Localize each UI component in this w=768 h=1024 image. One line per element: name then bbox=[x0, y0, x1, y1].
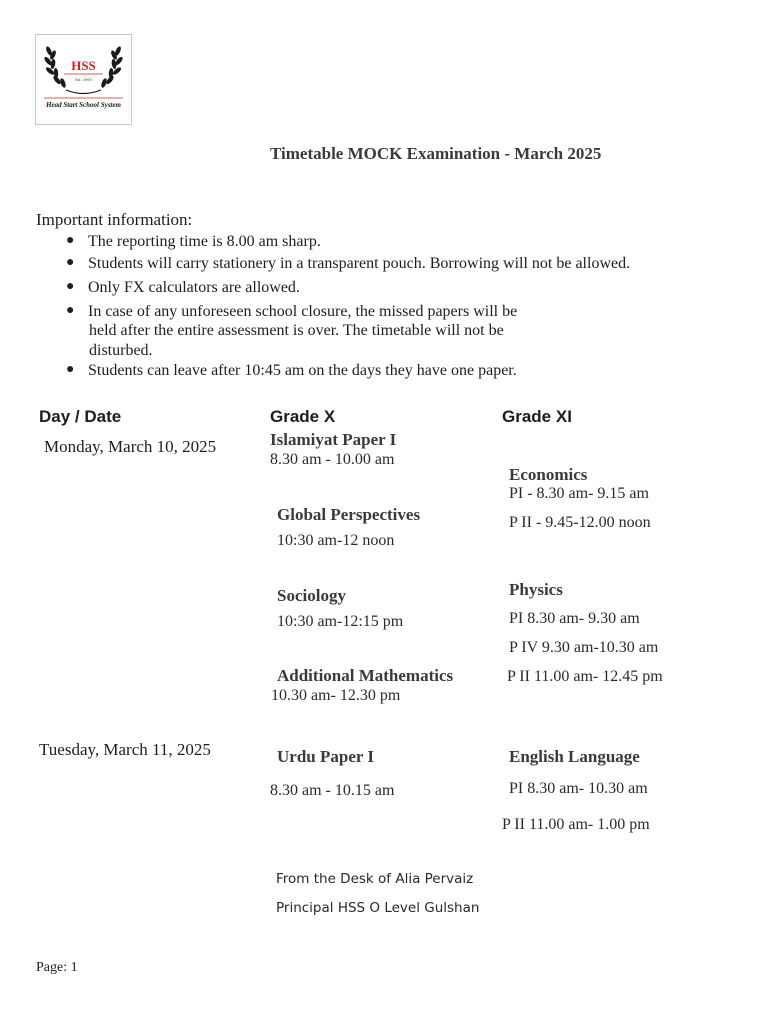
subject-additional-mathematics: Additional Mathematics bbox=[277, 666, 454, 685]
time-physics-p2: P II 11.00 am- 12.45 pm bbox=[507, 668, 663, 685]
time-physics-p1: PI 8.30 am- 9.30 am bbox=[509, 610, 640, 627]
signature-line-2: Principal HSS O Level Gulshan bbox=[276, 900, 480, 916]
bullet-icon: ● bbox=[66, 279, 75, 294]
bullet-icon: ● bbox=[66, 255, 75, 270]
bullet-icon: ● bbox=[66, 362, 75, 377]
time-additional-mathematics: 10.30 am- 12.30 pm bbox=[271, 687, 401, 704]
time-english-p1: PI 8.30 am- 10.30 am bbox=[509, 780, 648, 797]
subject-english-language: English Language bbox=[509, 747, 640, 766]
time-english-p2: P II 11.00 am- 1.00 pm bbox=[502, 816, 650, 833]
subject-global-perspectives: Global Perspectives bbox=[277, 505, 421, 524]
page-number: Page: 1 bbox=[36, 960, 78, 975]
info-bullet-text: The reporting time is 8.00 am sharp. bbox=[88, 233, 321, 250]
header-grade-x: Grade X bbox=[270, 407, 336, 426]
time-urdu: 8.30 am - 10.15 am bbox=[270, 782, 395, 799]
time-sociology: 10:30 am-12:15 pm bbox=[277, 613, 404, 630]
time-islamiyat: 8.30 am - 10.00 am bbox=[270, 451, 395, 468]
page-title: Timetable MOCK Examination - March 2025 bbox=[270, 144, 602, 163]
subject-sociology: Sociology bbox=[277, 586, 346, 605]
logo-tagline: Head Start School System bbox=[46, 101, 121, 109]
info-bullet-text: Students will carry stationery in a transparent pouch. Borrowing will not be allowed. bbox=[88, 255, 631, 272]
bullet-icon: ● bbox=[66, 233, 75, 248]
logo-initials: HSS bbox=[71, 58, 96, 73]
school-logo bbox=[35, 34, 132, 125]
time-economics-p2: P II - 9.45-12.00 noon bbox=[509, 514, 651, 531]
bullet-icon: ● bbox=[66, 303, 75, 318]
laurel-wreath-icon bbox=[36, 35, 131, 124]
header-grade-xi: Grade XI bbox=[502, 407, 572, 426]
info-bullet-text: In case of any unforeseen school closure, the missed papers will be bbox=[88, 303, 518, 320]
date-tuesday: Tuesday, March 11, 2025 bbox=[39, 740, 211, 759]
time-economics-p1: PI - 8.30 am- 9.15 am bbox=[509, 485, 649, 502]
time-global-perspectives: 10:30 am-12 noon bbox=[277, 532, 395, 549]
subject-islamiyat: Islamiyat Paper I bbox=[270, 430, 397, 449]
info-bullet-text: disturbed. bbox=[89, 342, 153, 359]
subject-economics: Economics bbox=[509, 465, 588, 484]
time-physics-p4: P IV 9.30 am-10.30 am bbox=[509, 639, 659, 656]
signature-line-1: From the Desk of Alia Pervaiz bbox=[276, 871, 474, 887]
info-heading: Important information: bbox=[36, 210, 193, 229]
subject-physics: Physics bbox=[509, 580, 563, 599]
date-monday: Monday, March 10, 2025 bbox=[44, 437, 217, 456]
subject-urdu: Urdu Paper I bbox=[277, 747, 374, 766]
info-bullet-text: Students can leave after 10:45 am on the days they have one paper. bbox=[88, 362, 517, 379]
info-bullet-text: held after the entire assessment is over. The timetable will not be bbox=[89, 322, 504, 339]
info-bullet-text: Only FX calculators are allowed. bbox=[88, 279, 300, 296]
header-day-date: Day / Date bbox=[39, 407, 122, 426]
logo-est: Est. 1993 bbox=[75, 78, 92, 82]
